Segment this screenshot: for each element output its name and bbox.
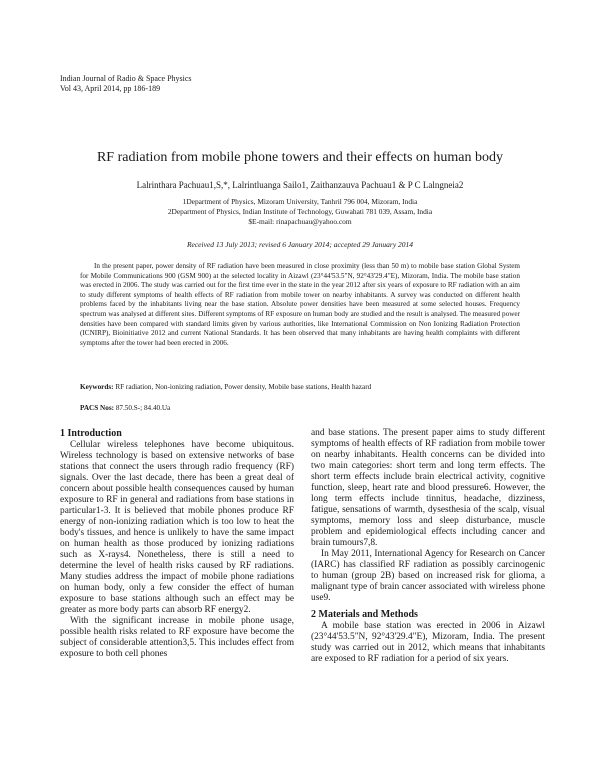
intro-paragraph-4: In May 2011, International Agency for Research on Cancer (IARC) has classified RF radiation as possibly carcinogenic to human (group 2B) based on increased risk for glioma, a malignant type of brain cancer associated with wireless phone use9. <box>311 549 545 603</box>
affiliation-2: 2Department of Physics, Indian Institute of Technology, Guwahati 781 039, Assam, India <box>167 207 433 216</box>
abstract: In the present paper, power density of RF radiation have been measured in close proximity (less than 50 m) to mobile base station Global System for Mobile Communications 900 (GSM 900) at the selected locality in Aizawl (23°44'53.5"N, 92°43'29.4"E), Mizoram, India. The mobile base station was erected in 2006. The study was carried out for the first time ever in the state in the year 2012 after six years of exposure to RF radiation with an aim to study different symptoms of health effects of RF radiation from mobile tower on nearby inhabitants. A survey was conducted on different health problems faced by the inhabitants living near the base station. Absolute power densities have been measured at some selected houses. Frequency spectrum was analysed at different sites. Different symptoms of RF exposure on human body are studied and the result is analysed. The measured power densities have been compared with standard limits given by various authorities, like International Commission on Non Ionizing Radiation Protection (ICNIRP), Bioinitiative 2012 and current National Standards. It has been observed that many inhabitants are having health complaints with different symptoms after the tower had been erected in 2006. <box>80 262 520 347</box>
section-heading-methods: 2 Materials and Methods <box>311 609 418 620</box>
keywords-text: RF radiation, Non-ionizing radiation, Power density, Mobile base stations, Health hazard <box>115 383 372 391</box>
section-heading-introduction: 1 Introduction <box>60 428 122 439</box>
left-column <box>60 428 294 660</box>
affiliation-1: 1Department of Physics, Mizoram University, Tanhril 796 004, Mizoram, India <box>182 197 418 206</box>
pacs-text: 87.50.S-; 84.40.Ua <box>115 404 171 412</box>
keywords-label: Keywords: <box>80 383 114 391</box>
journal-header <box>60 74 192 94</box>
author-email: $E-mail: rinapachuau@yahoo.com <box>248 217 352 226</box>
journal-name: Indian Journal of Radio & Space Physics <box>60 74 192 83</box>
pacs-label: PACS Nos: <box>80 404 115 412</box>
intro-paragraph-1: Cellular wireless telephones have become ubiquitous. Wireless technology is based on extensive networks of base stations that connect the users through radio frequency (RF) signals. Over the last decade, there has been a great deal of concern about possible health consequences caused by human exposure to RF in general and radiations from base stations in particular1-3. It is believed that mobile phones produce RF energy of non-ionizing radiation which is too low to heat the body's tissues, and hence is unlikely to have the same impact on human health as those produced by ionizing radiations such as X-rays4. Nonetheless, there is still a need to determine the level of health risks caused by RF radiations. Many studies address the impact of mobile phone radiations on human body, only a few consider the effect of human exposure to base stations although such an effect may be greater as more body parts can absorb RF energy2. <box>60 440 294 615</box>
pacs-numbers <box>80 404 520 412</box>
methods-paragraph-1: A mobile base station was erected in 2006 in Aizawl (23°44'53.5"N, 92°43'29.4"E), Mizoram, India. The present study was carried out in 2012, which means that inhabitants are exposed to RF radiation for a period of six years. <box>311 621 545 664</box>
intro-paragraph-2: With the significant increase in mobile phone usage, possible health risks related to RF exposure have become the subject of considerable attention3,5. This includes effect from exposure to both cell phones <box>60 616 294 659</box>
journal-volume: Vol 43, April 2014, pp 186-189 <box>60 84 161 93</box>
keywords <box>80 383 520 391</box>
affiliations <box>0 197 600 227</box>
author-list: Lalrinthara Pachuau1,S,*, Lalrintluanga Sailo1, Zaithanzauva Pachuau1 & P C Lalngneia2 <box>136 180 464 190</box>
right-column <box>311 428 545 665</box>
paper-title: RF radiation from mobile phone towers and their effects on human body <box>96 150 504 165</box>
intro-paragraph-3: and base stations. The present paper aims to study different symptoms of health effects of RF radiation from mobile tower on nearby inhabitants. Health concerns can be divided into two main categories: short term and long term effects. The short term effects include brain electrical activity, cognitive function, sleep, heart rate and blood pressure6. However, the long term effects include tinnitus, headache, dizziness, fatigue, sensations of warmth, dysesthesia of the scalp, visual symptoms, memory loss and sleep disturbance, muscle problem and epidemiological effects including cancer and brain tumours7,8. <box>311 428 545 548</box>
received-dates: Received 13 July 2013; revised 6 January 2014; accepted 29 January 2014 <box>186 240 414 249</box>
